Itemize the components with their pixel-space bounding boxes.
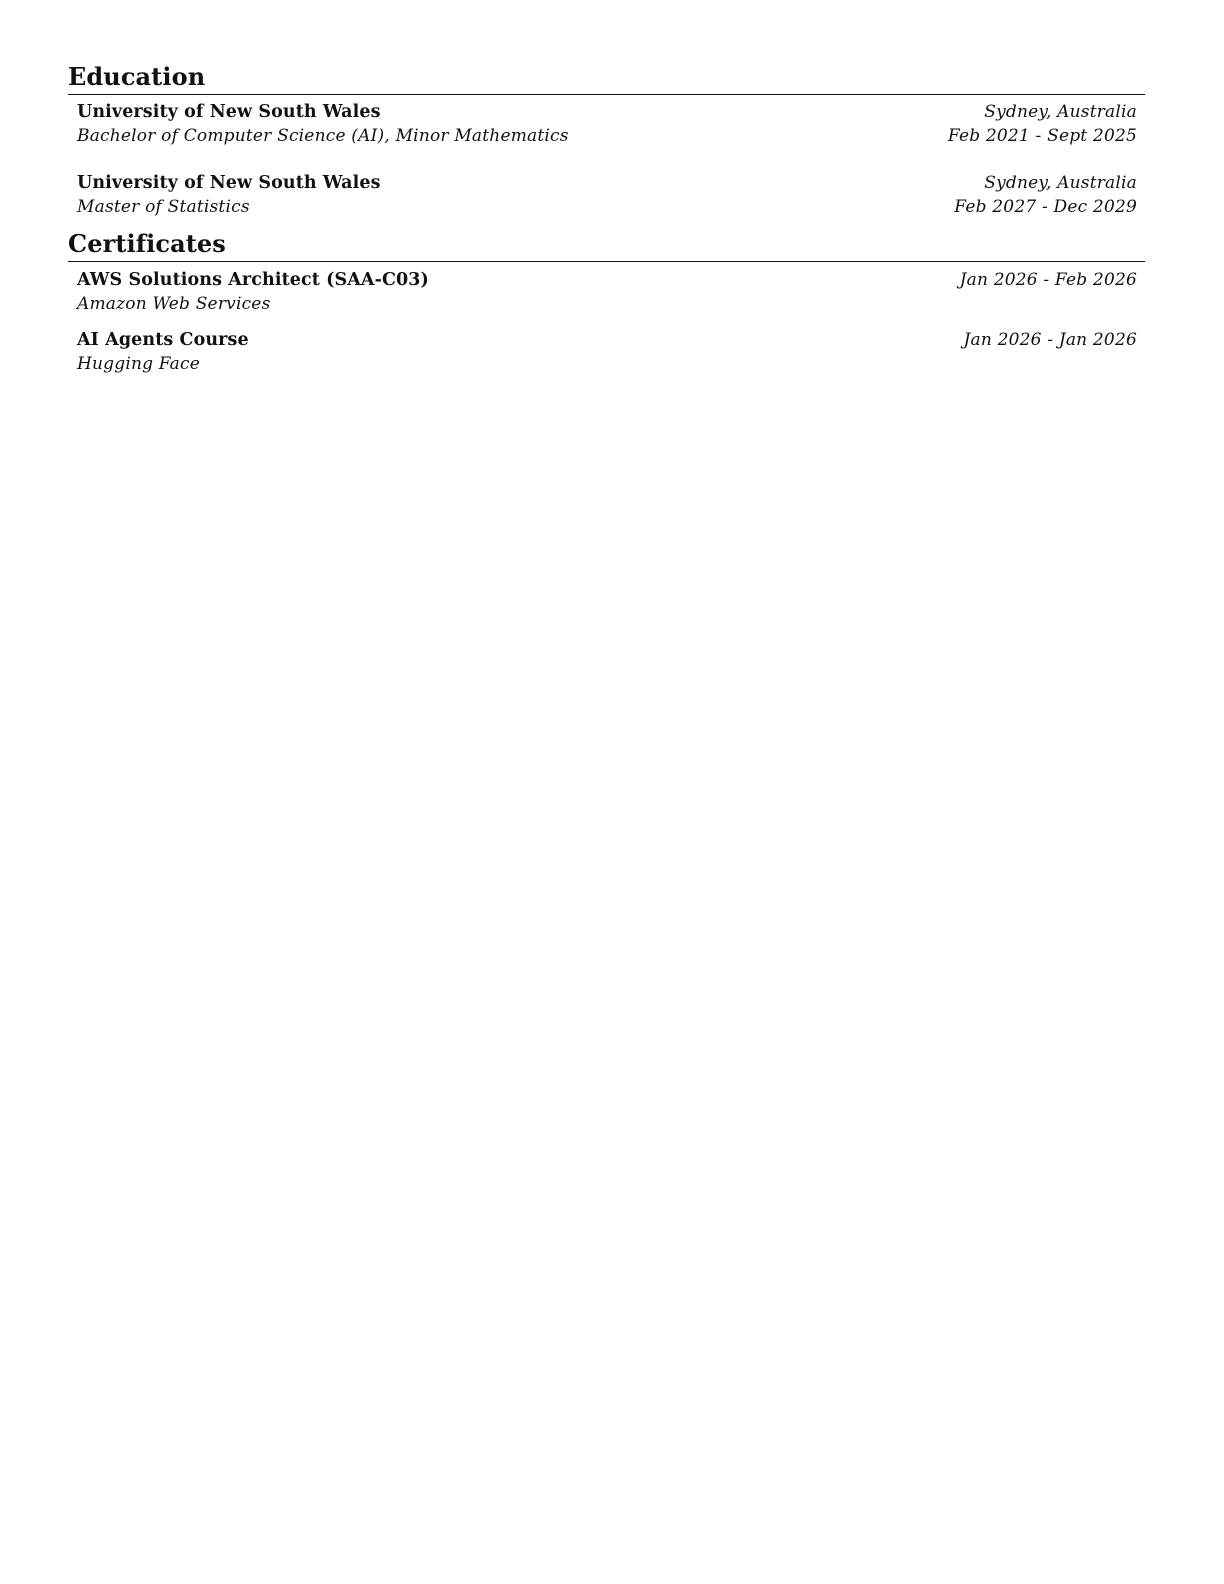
certificate-dates: Jan 2026 - Jan 2026 <box>963 330 1137 350</box>
certificate-issuer: Hugging Face <box>77 354 200 374</box>
education-entry-header <box>77 171 1137 195</box>
section-title-certificates: Certificates <box>68 229 226 258</box>
institution-name: University of New South Wales <box>77 173 381 193</box>
certificate-name: AI Agents Course <box>77 330 249 350</box>
institution-name: University of New South Wales <box>77 102 381 122</box>
certificate-entry <box>77 268 1137 316</box>
institution-location: Sydney, Australia <box>984 173 1137 193</box>
institution-location: Sydney, Australia <box>984 102 1137 122</box>
section-title-education: Education <box>68 62 206 91</box>
resume-page <box>68 62 1145 376</box>
education-entry-details <box>77 195 1137 219</box>
education-dates: Feb 2027 - Dec 2029 <box>954 197 1137 217</box>
degree-name: Bachelor of Computer Science (AI), Minor Mathematics <box>77 126 569 146</box>
education-entry <box>77 171 1137 219</box>
education-entry-header <box>77 100 1137 124</box>
certificate-dates: Jan 2026 - Feb 2026 <box>959 270 1137 290</box>
certificate-name: AWS Solutions Architect (SAA-C03) <box>77 270 429 290</box>
section-divider <box>68 94 1145 95</box>
education-entry <box>77 100 1137 148</box>
education-list <box>68 100 1145 219</box>
certificate-entry <box>77 328 1137 376</box>
section-divider <box>68 261 1145 262</box>
education-section <box>68 62 1145 219</box>
certificate-entry-details <box>77 352 1137 376</box>
certificates-section <box>68 229 1145 376</box>
degree-name: Master of Statistics <box>77 197 250 217</box>
certificate-entry-details <box>77 292 1137 316</box>
certificate-issuer: Amazon Web Services <box>77 294 271 314</box>
education-dates: Feb 2021 - Sept 2025 <box>947 126 1137 146</box>
certificate-entry-header <box>77 328 1137 352</box>
certificate-entry-header <box>77 268 1137 292</box>
education-entry-details <box>77 124 1137 148</box>
certificates-list <box>68 268 1145 376</box>
